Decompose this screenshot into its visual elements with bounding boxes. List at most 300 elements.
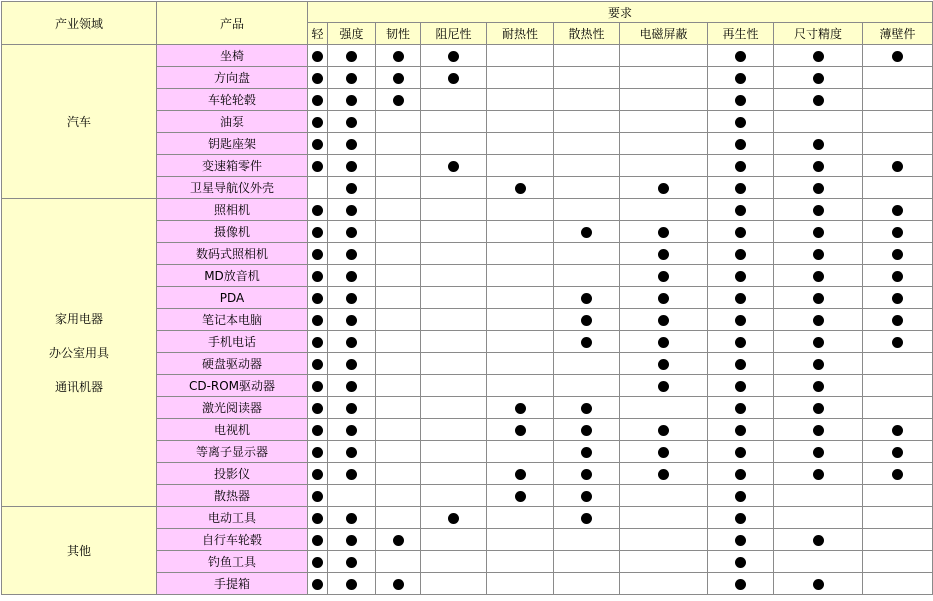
requirement-cell [308,89,328,111]
product-cell: 卫星导航仪外壳 [157,177,308,199]
requirement-cell [308,111,328,133]
requirement-cell [620,67,708,89]
filled-circle-icon [346,95,357,106]
requirement-cell [376,551,421,573]
filled-circle-icon [813,403,824,414]
filled-circle-icon [312,95,323,106]
requirement-cell [863,331,933,353]
requirements-header: 要求 [308,2,933,23]
filled-circle-icon [312,293,323,304]
requirement-cell [708,287,774,309]
requirement-cell [487,111,554,133]
filled-circle-icon [813,161,824,172]
filled-circle-icon [393,51,404,62]
filled-circle-icon [735,425,746,436]
requirement-cell [308,573,328,595]
filled-circle-icon [735,447,746,458]
filled-circle-icon [658,227,669,238]
requirement-cell [554,67,620,89]
requirement-cell [376,573,421,595]
requirement-cell [328,111,376,133]
requirement-cell [708,573,774,595]
requirement-cell [863,265,933,287]
filled-circle-icon [658,183,669,194]
requirement-header-3: 阻尼性 [421,23,487,45]
requirement-cell [376,397,421,419]
industry-field-label: 汽车 [66,114,91,129]
filled-circle-icon [448,513,459,524]
filled-circle-icon [346,51,357,62]
requirement-cell [774,353,863,375]
requirement-cell [487,243,554,265]
requirement-cell [863,309,933,331]
requirement-cell [328,397,376,419]
product-cell: 车轮轮毂 [157,89,308,111]
filled-circle-icon [346,447,357,458]
requirement-cell [376,67,421,89]
filled-circle-icon [346,425,357,436]
requirement-cell [774,221,863,243]
requirement-cell [328,155,376,177]
product-cell: MD放音机 [157,265,308,287]
requirement-cell [308,375,328,397]
requirement-cell [863,551,933,573]
requirement-cell [863,463,933,485]
requirement-cell [376,463,421,485]
requirement-cell [554,353,620,375]
filled-circle-icon [346,513,357,524]
filled-circle-icon [735,117,746,128]
requirement-cell [863,111,933,133]
requirement-cell [620,265,708,287]
filled-circle-icon [735,337,746,348]
requirement-cell [487,133,554,155]
filled-circle-icon [581,513,592,524]
requirement-cell [554,397,620,419]
requirement-cell [774,309,863,331]
filled-circle-icon [658,271,669,282]
requirement-cell [620,111,708,133]
filled-circle-icon [312,447,323,458]
product-cell: CD-ROM驱动器 [157,375,308,397]
requirement-cell [487,397,554,419]
filled-circle-icon [735,51,746,62]
requirement-cell [863,177,933,199]
field-column-header: 产业领域 [2,2,157,45]
requirement-cell [376,419,421,441]
requirement-cell [308,221,328,243]
filled-circle-icon [312,579,323,590]
filled-circle-icon [658,315,669,326]
filled-circle-icon [515,403,526,414]
requirement-cell [620,45,708,67]
requirement-cell [421,309,487,331]
filled-circle-icon [658,447,669,458]
filled-circle-icon [581,315,592,326]
filled-circle-icon [312,425,323,436]
requirement-cell [620,89,708,111]
requirement-cell [376,529,421,551]
requirement-cell [487,177,554,199]
requirement-cell [863,507,933,529]
filled-circle-icon [312,249,323,260]
filled-circle-icon [393,95,404,106]
requirement-cell [863,221,933,243]
filled-circle-icon [312,469,323,480]
requirement-cell [487,309,554,331]
filled-circle-icon [813,271,824,282]
requirement-cell [554,111,620,133]
filled-circle-icon [312,513,323,524]
filled-circle-icon [312,491,323,502]
requirement-cell [708,133,774,155]
requirement-cell [774,419,863,441]
filled-circle-icon [346,403,357,414]
filled-circle-icon [312,51,323,62]
requirement-cell [421,353,487,375]
requirement-header-1: 强度 [328,23,376,45]
industry-field-label: 办公室用具 [48,345,109,360]
requirement-header-5: 散热性 [554,23,620,45]
requirement-cell [487,463,554,485]
requirement-cell [708,529,774,551]
requirement-cell [774,133,863,155]
industry-field-cell [2,45,157,199]
requirement-cell [620,353,708,375]
requirement-cell [554,419,620,441]
filled-circle-icon [892,161,903,172]
requirement-cell [487,67,554,89]
requirement-cell [620,507,708,529]
filled-circle-icon [581,403,592,414]
requirement-cell [708,441,774,463]
requirement-cell [774,67,863,89]
product-cell: 笔记本电脑 [157,309,308,331]
industry-field-label: 家用电器 [54,311,103,326]
requirement-header-7: 再生性 [708,23,774,45]
filled-circle-icon [346,315,357,326]
requirement-cell [376,133,421,155]
requirement-cell [620,221,708,243]
requirement-cell [308,353,328,375]
table-row [2,507,933,529]
requirement-cell [620,463,708,485]
filled-circle-icon [892,315,903,326]
requirement-cell [328,419,376,441]
filled-circle-icon [312,271,323,282]
filled-circle-icon [346,535,357,546]
filled-circle-icon [346,249,357,260]
requirement-cell [863,67,933,89]
filled-circle-icon [813,381,824,392]
filled-circle-icon [735,469,746,480]
filled-circle-icon [312,359,323,370]
filled-circle-icon [813,249,824,260]
requirement-cell [620,177,708,199]
table-row [2,199,933,221]
filled-circle-icon [448,73,459,84]
requirement-cell [708,177,774,199]
filled-circle-icon [312,227,323,238]
requirement-cell [708,331,774,353]
requirement-cell [554,287,620,309]
requirement-cell [487,529,554,551]
requirement-cell [308,243,328,265]
filled-circle-icon [448,51,459,62]
filled-circle-icon [813,579,824,590]
requirement-cell [421,155,487,177]
requirement-cell [328,133,376,155]
requirement-cell [421,331,487,353]
filled-circle-icon [892,337,903,348]
requirement-cell [487,573,554,595]
filled-circle-icon [735,95,746,106]
filled-circle-icon [312,557,323,568]
filled-circle-icon [346,469,357,480]
requirement-cell [308,441,328,463]
requirement-cell [376,199,421,221]
requirement-cell [620,485,708,507]
requirement-cell [708,353,774,375]
requirement-cell [554,375,620,397]
requirement-cell [376,111,421,133]
requirement-cell [376,45,421,67]
requirement-cell [328,177,376,199]
filled-circle-icon [813,535,824,546]
industry-field-label: 其他 [66,543,91,558]
filled-circle-icon [813,315,824,326]
requirement-cell [328,573,376,595]
filled-circle-icon [735,315,746,326]
requirement-cell [376,265,421,287]
requirement-cell [708,551,774,573]
requirement-cell [328,265,376,287]
requirement-cell [328,551,376,573]
filled-circle-icon [813,359,824,370]
filled-circle-icon [346,337,357,348]
filled-circle-icon [892,227,903,238]
requirement-cell [421,573,487,595]
filled-circle-icon [346,381,357,392]
filled-circle-icon [735,227,746,238]
filled-circle-icon [813,205,824,216]
requirement-cell [708,309,774,331]
requirement-cell [308,331,328,353]
requirement-cell [328,221,376,243]
requirement-cell [620,133,708,155]
product-cell: 钥匙座架 [157,133,308,155]
requirement-cell [620,243,708,265]
requirement-cell [421,243,487,265]
filled-circle-icon [892,51,903,62]
header-row-top [2,2,933,23]
requirement-cell [774,573,863,595]
filled-circle-icon [658,381,669,392]
requirement-cell [421,287,487,309]
requirement-cell [554,221,620,243]
requirement-cell [863,419,933,441]
requirement-cell [308,265,328,287]
filled-circle-icon [581,469,592,480]
requirement-cell [376,485,421,507]
filled-circle-icon [892,271,903,282]
requirement-cell [774,45,863,67]
requirement-cell [863,133,933,155]
requirement-cell [308,45,328,67]
requirement-cell [308,529,328,551]
requirement-header-0: 轻 [308,23,328,45]
requirement-cell [328,507,376,529]
filled-circle-icon [346,161,357,172]
requirement-cell [328,199,376,221]
requirement-cell [708,419,774,441]
requirement-cell [376,441,421,463]
requirement-cell [308,485,328,507]
filled-circle-icon [515,491,526,502]
product-cell: 油泵 [157,111,308,133]
requirement-cell [863,485,933,507]
filled-circle-icon [735,183,746,194]
filled-circle-icon [581,447,592,458]
requirement-cell [308,507,328,529]
filled-circle-icon [735,535,746,546]
product-cell: 数码式照相机 [157,243,308,265]
requirement-cell [708,45,774,67]
filled-circle-icon [448,161,459,172]
requirement-cell [421,507,487,529]
requirement-cell [774,111,863,133]
requirement-cell [421,529,487,551]
requirement-cell [328,529,376,551]
requirement-cell [376,375,421,397]
requirement-cell [328,243,376,265]
requirement-cell [863,529,933,551]
filled-circle-icon [581,337,592,348]
requirement-cell [487,507,554,529]
filled-circle-icon [581,425,592,436]
filled-circle-icon [735,161,746,172]
requirement-cell [620,331,708,353]
requirement-cell [421,177,487,199]
requirement-cell [421,441,487,463]
filled-circle-icon [346,73,357,84]
requirement-cell [554,177,620,199]
requirement-cell [863,441,933,463]
filled-circle-icon [515,425,526,436]
table-body [2,45,933,595]
requirement-cell [376,177,421,199]
requirement-cell [308,177,328,199]
filled-circle-icon [735,293,746,304]
filled-circle-icon [735,381,746,392]
requirement-header-4: 耐热性 [487,23,554,45]
requirement-cell [308,397,328,419]
requirement-header-2: 韧性 [376,23,421,45]
filled-circle-icon [312,337,323,348]
product-cell: PDA [157,287,308,309]
filled-circle-icon [346,183,357,194]
requirement-cell [554,441,620,463]
filled-circle-icon [892,447,903,458]
product-cell: 摄像机 [157,221,308,243]
requirement-cell [863,287,933,309]
filled-circle-icon [813,139,824,150]
requirement-cell [554,265,620,287]
requirement-cell [421,199,487,221]
requirement-cell [308,155,328,177]
requirement-cell [308,309,328,331]
requirement-cell [708,507,774,529]
requirement-cell [708,155,774,177]
requirement-cell [708,199,774,221]
industry-field-cell [2,507,157,595]
requirement-cell [708,375,774,397]
filled-circle-icon [515,183,526,194]
filled-circle-icon [312,205,323,216]
requirement-cell [863,155,933,177]
requirement-cell [487,199,554,221]
requirement-cell [328,441,376,463]
industry-field-cell [2,199,157,507]
filled-circle-icon [813,469,824,480]
requirement-cell [487,89,554,111]
filled-circle-icon [658,425,669,436]
product-cell: 坐椅 [157,45,308,67]
requirement-cell [554,529,620,551]
filled-circle-icon [735,139,746,150]
filled-circle-icon [892,205,903,216]
requirement-cell [620,573,708,595]
filled-circle-icon [892,293,903,304]
requirement-cell [376,287,421,309]
requirement-cell [376,309,421,331]
filled-circle-icon [312,139,323,150]
requirement-cell [620,155,708,177]
filled-circle-icon [581,491,592,502]
filled-circle-icon [312,315,323,326]
requirement-cell [620,309,708,331]
requirement-cell [774,529,863,551]
requirement-cell [487,155,554,177]
requirement-cell [774,551,863,573]
requirement-cell [328,45,376,67]
requirement-cell [620,375,708,397]
requirement-cell [863,397,933,419]
requirement-cell [376,243,421,265]
product-cell: 投影仪 [157,463,308,485]
filled-circle-icon [312,117,323,128]
filled-circle-icon [515,469,526,480]
filled-circle-icon [346,227,357,238]
requirement-cell [421,419,487,441]
filled-circle-icon [312,73,323,84]
requirement-cell [328,353,376,375]
requirement-cell [620,419,708,441]
filled-circle-icon [312,403,323,414]
filled-circle-icon [346,205,357,216]
filled-circle-icon [892,425,903,436]
requirement-cell [774,155,863,177]
requirement-cell [554,243,620,265]
filled-circle-icon [393,535,404,546]
requirement-cell [774,89,863,111]
requirement-cell [376,221,421,243]
filled-circle-icon [735,513,746,524]
filled-circle-icon [735,359,746,370]
requirement-header-9: 薄壁件 [863,23,933,45]
filled-circle-icon [312,161,323,172]
requirement-cell [328,287,376,309]
